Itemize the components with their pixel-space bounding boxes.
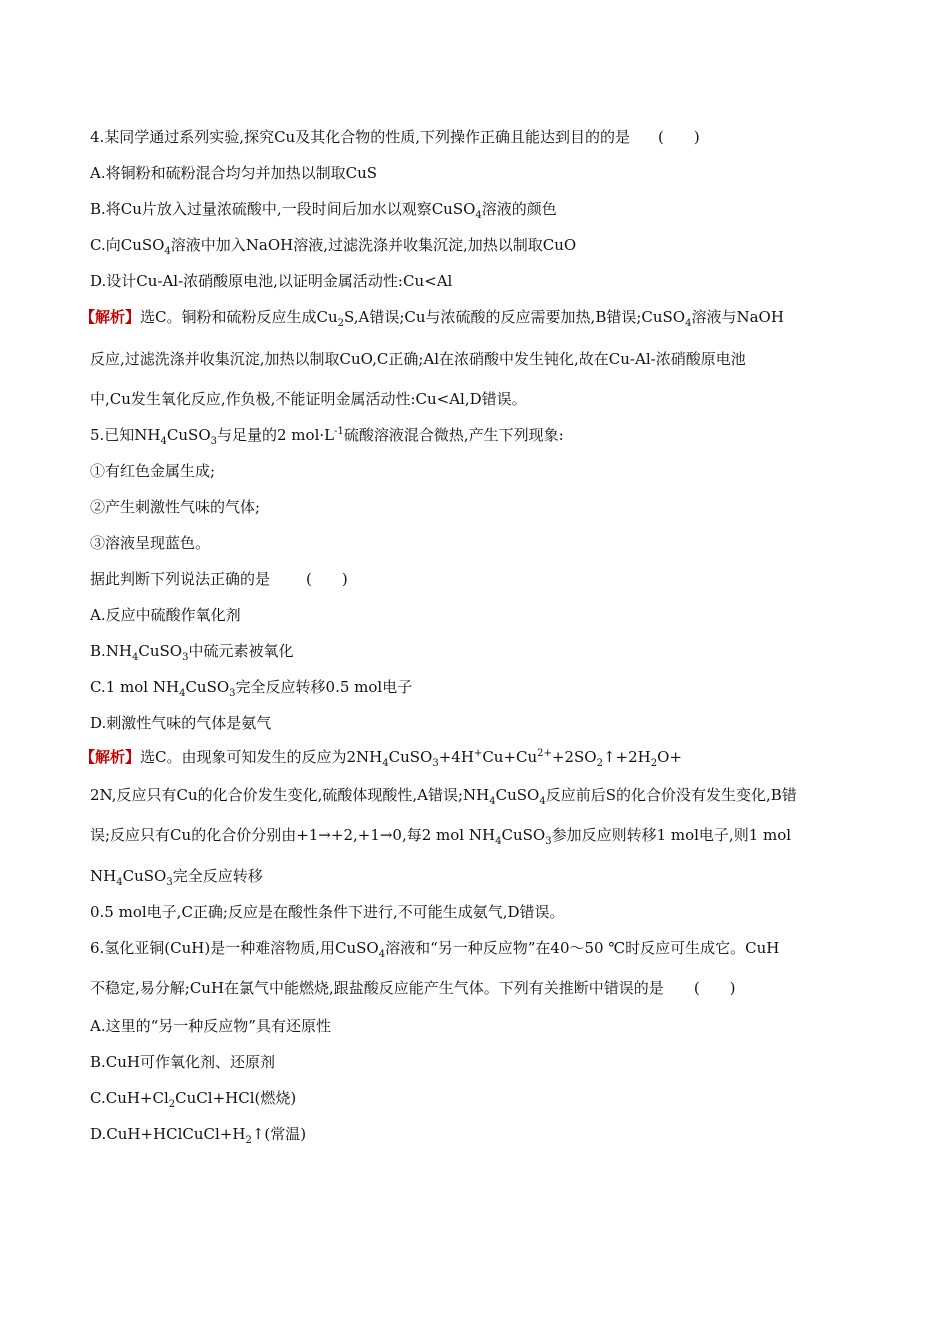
q5-stem-1: 5.已知NH: [90, 426, 161, 444]
q6-option-d: [90, 1124, 306, 1144]
q5-option-d-text: D.刺激性气味的气体是氨气: [90, 714, 272, 732]
q4-analysis-line-2: [90, 349, 746, 369]
q6-stem-line-2: [90, 978, 736, 998]
q6-option-b-text: B.CuH可作氧化剂、还原剂: [90, 1053, 276, 1071]
q5-observation-2: [90, 497, 260, 517]
q5-option-c-2: CuSO: [185, 678, 230, 696]
q5-stem: [90, 425, 564, 445]
q4-answer-paren: ( ): [658, 128, 700, 146]
q5-option-c-sub1: 4: [179, 688, 186, 699]
q4-option-c-text-2: 溶液中加入NaOH溶液,过滤洗涤并收集沉淀,加热以制取CuO: [170, 236, 577, 254]
q4-option-b-sub: 4: [475, 210, 482, 221]
q4-stem: [90, 127, 700, 147]
q4-option-a-text: A.将铜粉和硫粉混合均匀并加热以制取CuS: [90, 164, 378, 182]
q5-option-b-1: B.NH: [90, 642, 132, 660]
q5-analysis-1-sub2: 3: [432, 758, 439, 769]
q5-analysis-3b: CuSO: [501, 826, 546, 844]
q4-analysis-1a: 选C。铜粉和硫粉反应生成Cu: [140, 308, 338, 326]
q4-option-b-text-2: 溶液的颜色: [481, 200, 557, 218]
q4-stem-text: 4.某同学通过系列实验,探究Cu及其化合物的性质,下列操作正确且能达到目的的是: [90, 128, 630, 146]
q5-analysis-line-3: [90, 825, 791, 845]
q4-analysis-1b: S,A错误;Cu与浓硫酸的反应需要加热,B错误;CuSO: [344, 308, 686, 326]
q5-analysis-3-sub1: 4: [495, 836, 502, 847]
analysis-tag: 【解析】: [80, 748, 141, 766]
q5-analysis-3a: 误;反应只有Cu的化合价分别由+1→+2,+1→0,每2 mol NH: [90, 826, 496, 844]
q5-analysis-1b: CuSO: [388, 748, 433, 766]
q6-option-b: [90, 1052, 275, 1072]
q5-analysis-3c: 参加反应则转移1 mol电子,则1 mol: [551, 826, 792, 844]
q5-analysis-1f: ↑+2H: [602, 748, 651, 766]
q5-option-d: [90, 713, 271, 733]
q5-analysis-1c: +4H: [438, 748, 474, 766]
q5-analysis-4-sub1: 4: [116, 877, 123, 888]
q6-option-d-2: ↑(常温): [251, 1125, 307, 1143]
q5-question: [90, 569, 348, 589]
q5-analysis-line-2: [90, 785, 797, 805]
q6-option-a-text: A.这里的“另一种反应物”具有还原性: [90, 1017, 331, 1035]
q5-analysis-1-sub1: 4: [382, 758, 389, 769]
q5-analysis-2-sub1: 4: [489, 796, 496, 807]
q5-option-c-sub2: 3: [229, 688, 236, 699]
q5-observation-1-text: ①有红色金属生成;: [90, 462, 216, 480]
q5-analysis-2a: 2N,反应只有Cu的化合价发生变化,硫酸体现酸性,A错误;NH: [90, 786, 490, 804]
q5-option-b-sub2: 3: [182, 652, 189, 663]
q6-option-c-2: CuCl+HCl(燃烧): [175, 1089, 297, 1107]
q4-analysis-3: 中,Cu发生氧化反应,作负极,不能证明金属活动性:Cu<Al,D错误。: [90, 390, 527, 408]
q5-option-a: [90, 605, 241, 625]
q5-option-b: [90, 641, 293, 661]
q4-option-d-text: D.设计Cu-Al-浓硝酸原电池,以证明金属活动性:Cu<Al: [90, 272, 453, 290]
q5-analysis-1-sup2: 2+: [537, 748, 552, 759]
q6-option-c: [90, 1088, 296, 1108]
q5-analysis-1d: Cu+Cu: [482, 748, 538, 766]
q4-analysis-1c: 溶液与NaOH: [691, 308, 784, 326]
q4-option-c-text-1: C.向CuSO: [90, 236, 165, 254]
q6-stem-1a: 6.氢化亚铜(CuH)是一种难溶物质,用CuSO: [90, 939, 379, 957]
q5-stem-2: CuSO: [166, 426, 211, 444]
q6-option-d-1: D.CuH+HClCuCl+H: [90, 1125, 246, 1143]
q6-option-a: [90, 1016, 331, 1036]
q5-stem-sub1: 4: [160, 436, 167, 447]
q6-stem-1-sub: 4: [378, 949, 386, 960]
q4-option-a: [90, 163, 377, 183]
q6-stem-line-1: [90, 938, 779, 958]
q4-analysis-1-sub1: 2: [337, 318, 345, 329]
q5-stem-4: 硫酸溶液混合微热,产生下列现象:: [343, 426, 564, 444]
q5-analysis-line-5: [90, 902, 565, 922]
q5-option-a-text: A.反应中硫酸作氧化剂: [90, 606, 241, 624]
q4-analysis-line-1: [80, 307, 784, 327]
q5-analysis-1g: O+: [657, 748, 682, 766]
q5-analysis-2-sub2: 4: [539, 796, 546, 807]
q6-option-c-sub: 2: [168, 1099, 176, 1110]
q5-analysis-2b: CuSO: [495, 786, 540, 804]
q4-option-c: [90, 235, 576, 255]
q5-analysis-4-sub2: 3: [166, 877, 173, 888]
q4-analysis-1-sub2: 4: [685, 318, 692, 329]
q5-observation-3-text: ③溶液呈现蓝色。: [90, 534, 211, 552]
q5-analysis-1-sub3: 2: [596, 758, 603, 769]
q5-option-c-1: C.1 mol NH: [90, 678, 180, 696]
q4-option-c-sub: 4: [164, 246, 171, 257]
q5-analysis-1a: 选C。由现象可知发生的反应为2NH: [140, 748, 383, 766]
q5-option-b-sub1: 4: [132, 652, 139, 663]
q5-analysis-1-sup1: +: [473, 748, 483, 759]
q5-question-text: 据此判断下列说法正确的是: [90, 570, 271, 588]
q6-stem-2: 不稳定,易分解;CuH在氯气中能燃烧,跟盐酸反应能产生气体。下列有关推断中错误的是: [90, 979, 664, 997]
analysis-tag: 【解析】: [80, 308, 141, 326]
q5-observation-2-text: ②产生刺激性气味的气体;: [90, 498, 261, 516]
q5-stem-3: 与足量的2 mol·L: [217, 426, 335, 444]
q4-option-b: [90, 199, 557, 219]
q6-option-d-sub: 2: [245, 1135, 252, 1146]
q6-answer-paren: ( ): [693, 979, 736, 997]
q5-option-c-3: 完全反应转移0.5 mol电子: [235, 678, 413, 696]
q5-observation-3: [90, 533, 210, 553]
q5-analysis-1-sub4: 2: [650, 758, 658, 769]
q5-option-c: [90, 677, 412, 697]
q5-analysis-4a: NH: [90, 867, 117, 885]
q5-analysis-4b: CuSO: [122, 867, 167, 885]
q5-stem-sup: -1: [334, 426, 344, 437]
q4-analysis-2: 反应,过滤洗涤并收集沉淀,加热以制取CuO,C正确;Al在浓硝酸中发生钝化,故在Cu-Al-浓硝酸原电池: [90, 350, 746, 368]
q5-analysis-5: 0.5 mol电子,C正确;反应是在酸性条件下进行,不可能生成氨气,D错误。: [90, 903, 565, 921]
q5-analysis-4c: 完全反应转移: [172, 867, 263, 885]
q5-stem-sub2: 3: [210, 436, 217, 447]
q5-observation-1: [90, 461, 215, 481]
q5-option-b-2: CuSO: [138, 642, 183, 660]
q5-analysis-1e: +2SO: [551, 748, 597, 766]
q4-option-b-text-1: B.将Cu片放入过量浓硫酸中,一段时间后加水以观察CuSO: [90, 200, 476, 218]
q4-option-d: [90, 271, 452, 291]
q4-analysis-line-3: [90, 389, 527, 409]
q5-answer-paren: ( ): [306, 570, 348, 588]
q5-analysis-3-sub2: 3: [545, 836, 552, 847]
q5-option-b-3: 中硫元素被氧化: [188, 642, 294, 660]
q5-analysis-line-1: [80, 747, 682, 767]
q5-analysis-line-4: [90, 866, 263, 886]
q5-analysis-2c: 反应前后S的化合价没有发生变化,B错: [545, 786, 797, 804]
q6-option-c-1: C.CuH+Cl: [90, 1089, 169, 1107]
q6-stem-1b: 溶液和“另一种反应物”在40～50 ℃时反应可生成它。CuH: [385, 939, 780, 957]
